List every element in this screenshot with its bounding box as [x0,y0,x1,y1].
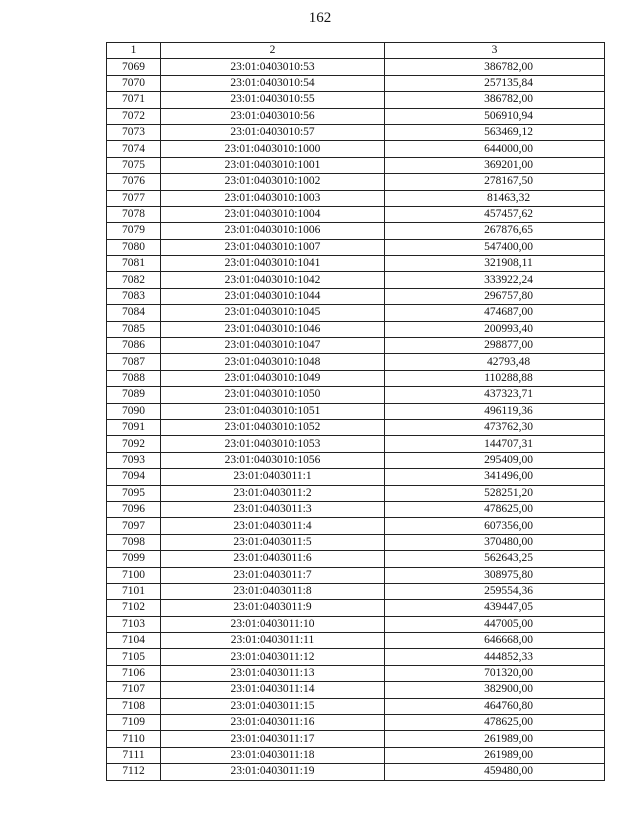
cadastral-number-cell: 23:01:0403010:1045 [161,305,385,321]
table-row [107,436,605,452]
table-row [107,600,605,616]
value-text: 42793,48 [486,355,531,368]
row-number-cell: 7098 [107,534,161,550]
table-row [107,501,605,517]
value-cell [385,764,605,780]
value-text: 528251,20 [484,486,533,499]
row-number-cell: 7071 [107,92,161,108]
row-number-cell: 7081 [107,256,161,272]
row-number-cell: 7078 [107,206,161,222]
table-row [107,338,605,354]
cadastral-number-cell: 23:01:0403010:1048 [161,354,385,370]
value-cell [385,534,605,550]
value-cell [385,206,605,222]
row-number-cell: 7090 [107,403,161,419]
row-number-cell: 7105 [107,649,161,665]
table-row [107,387,605,403]
row-number-cell: 7108 [107,698,161,714]
table-row [107,419,605,435]
value-cell [385,190,605,206]
value-cell [385,419,605,435]
value-cell [385,600,605,616]
value-text: 386782,00 [484,93,533,106]
value-cell [385,551,605,567]
row-number-cell: 7074 [107,141,161,157]
value-text: 321908,11 [484,257,533,270]
table-row [107,92,605,108]
value-cell [385,698,605,714]
value-text: 447005,00 [484,617,533,630]
value-cell [385,288,605,304]
row-number-cell: 7077 [107,190,161,206]
table-row [107,649,605,665]
table-row [107,59,605,75]
page-number: 162 [308,10,332,26]
value-cell [385,649,605,665]
cadastral-number-cell: 23:01:0403010:1006 [161,223,385,239]
table-row [107,485,605,501]
value-text: 607356,00 [484,519,533,532]
value-cell [385,338,605,354]
row-number-cell: 7089 [107,387,161,403]
column-header-1: 1 [107,43,161,59]
table-row [107,567,605,583]
cadastral-number-cell: 23:01:0403010:1046 [161,321,385,337]
cadastral-number-cell: 23:01:0403011:13 [161,665,385,681]
table-row [107,747,605,763]
row-number-cell: 7094 [107,469,161,485]
row-number-cell: 7103 [107,616,161,632]
cadastral-number-cell: 23:01:0403010:1001 [161,157,385,173]
value-cell [385,469,605,485]
cadastral-number-cell: 23:01:0403010:1044 [161,288,385,304]
header-row [107,43,605,59]
value-text: 496119,36 [484,404,533,417]
value-cell [385,174,605,190]
table-header [107,43,605,59]
cadastral-number-cell: 23:01:0403010:1052 [161,419,385,435]
row-number-cell: 7087 [107,354,161,370]
value-text: 296757,80 [484,290,533,303]
row-number-cell: 7104 [107,633,161,649]
table-row [107,256,605,272]
value-text: 369201,00 [484,158,533,171]
table-row [107,452,605,468]
table-row [107,272,605,288]
value-cell [385,141,605,157]
cadastral-number-cell: 23:01:0403010:1007 [161,239,385,255]
value-cell [385,731,605,747]
table-row [107,534,605,550]
row-number-cell: 7079 [107,223,161,239]
value-text: 341496,00 [484,470,533,483]
row-number-cell: 7080 [107,239,161,255]
row-number-cell: 7072 [107,108,161,124]
value-text: 81463,32 [486,191,531,204]
value-cell [385,75,605,91]
value-text: 437323,71 [484,388,533,401]
cadastral-number-cell: 23:01:0403011:6 [161,551,385,567]
cadastral-number-cell: 23:01:0403011:10 [161,616,385,632]
value-text: 701320,00 [484,667,533,680]
value-text: 562643,25 [484,552,533,565]
table-row [107,354,605,370]
value-cell [385,272,605,288]
value-text: 478625,00 [484,716,533,729]
cadastral-number-cell: 23:01:0403011:7 [161,567,385,583]
value-text: 547400,00 [484,240,533,253]
cadastral-number-cell: 23:01:0403010:1041 [161,256,385,272]
row-number-cell: 7093 [107,452,161,468]
table-row [107,682,605,698]
value-cell [385,256,605,272]
cadastral-number-cell: 23:01:0403010:1053 [161,436,385,452]
table-row [107,157,605,173]
value-text: 563469,12 [484,126,533,139]
value-cell [385,124,605,140]
value-cell [385,239,605,255]
value-text: 478625,00 [484,503,533,516]
table-row [107,321,605,337]
value-cell [385,92,605,108]
value-cell [385,157,605,173]
cadastral-number-cell: 23:01:0403011:19 [161,764,385,780]
value-text: 200993,40 [484,322,533,335]
table-row [107,715,605,731]
table-row [107,616,605,632]
cadastral-number-cell: 23:01:0403011:8 [161,583,385,599]
table-row [107,239,605,255]
row-number-cell: 7086 [107,338,161,354]
value-text: 459480,00 [484,765,533,778]
cadastral-value-table [106,42,605,781]
table-row [107,206,605,222]
value-cell [385,370,605,386]
row-number-cell: 7107 [107,682,161,698]
row-number-cell: 7091 [107,419,161,435]
value-cell [385,583,605,599]
value-text: 298877,00 [484,339,533,352]
cadastral-number-cell: 23:01:0403011:16 [161,715,385,731]
table-row [107,518,605,534]
row-number-cell: 7111 [107,747,161,763]
row-number-cell: 7101 [107,583,161,599]
table-row [107,75,605,91]
value-text: 259554,36 [484,585,533,598]
value-cell [385,354,605,370]
table-row [107,731,605,747]
row-number-cell: 7069 [107,59,161,75]
value-text: 308975,80 [484,568,533,581]
value-cell [385,518,605,534]
cadastral-number-cell: 23:01:0403011:3 [161,501,385,517]
value-text: 473762,30 [484,421,533,434]
row-number-cell: 7076 [107,174,161,190]
cadastral-number-cell: 23:01:0403010:1050 [161,387,385,403]
row-number-cell: 7083 [107,288,161,304]
cadastral-number-cell: 23:01:0403011:12 [161,649,385,665]
row-number-cell: 7092 [107,436,161,452]
value-cell [385,321,605,337]
value-cell [385,387,605,403]
value-cell [385,501,605,517]
cadastral-number-cell: 23:01:0403010:1000 [161,141,385,157]
cadastral-number-cell: 23:01:0403011:15 [161,698,385,714]
table-row [107,108,605,124]
table-row [107,583,605,599]
value-text: 370480,00 [484,535,533,548]
cadastral-number-cell: 23:01:0403010:1042 [161,272,385,288]
table-row [107,288,605,304]
row-number-cell: 7099 [107,551,161,567]
table-row [107,190,605,206]
value-text: 267876,65 [484,224,533,237]
value-text: 506910,94 [484,109,533,122]
cadastral-number-cell: 23:01:0403011:1 [161,469,385,485]
cadastral-number-cell: 23:01:0403010:55 [161,92,385,108]
table-row [107,141,605,157]
value-cell [385,59,605,75]
row-number-cell: 7100 [107,567,161,583]
cadastral-number-cell: 23:01:0403010:1003 [161,190,385,206]
value-cell [385,403,605,419]
value-text: 333922,24 [484,273,533,286]
table-row [107,665,605,681]
cadastral-number-cell: 23:01:0403011:11 [161,633,385,649]
value-cell [385,747,605,763]
row-number-cell: 7088 [107,370,161,386]
row-number-cell: 7095 [107,485,161,501]
value-text: 646668,00 [484,634,533,647]
value-text: 144707,31 [484,437,533,450]
row-number-cell: 7112 [107,764,161,780]
cadastral-number-cell: 23:01:0403011:14 [161,682,385,698]
table-row [107,403,605,419]
value-text: 464760,80 [484,699,533,712]
value-cell [385,665,605,681]
cadastral-number-cell: 23:01:0403010:1051 [161,403,385,419]
table-row [107,551,605,567]
cadastral-number-cell: 23:01:0403011:5 [161,534,385,550]
cadastral-number-cell: 23:01:0403010:57 [161,124,385,140]
value-cell [385,567,605,583]
value-text: 278167,50 [484,175,533,188]
value-text: 474687,00 [484,306,533,319]
table-row [107,633,605,649]
value-text: 386782,00 [484,60,533,73]
value-text: 457457,62 [484,208,533,221]
row-number-cell: 7085 [107,321,161,337]
value-text: 295409,00 [484,453,533,466]
cadastral-number-cell: 23:01:0403010:56 [161,108,385,124]
row-number-cell: 7097 [107,518,161,534]
value-text: 257135,84 [484,76,533,89]
value-cell [385,633,605,649]
value-cell [385,305,605,321]
cadastral-number-cell: 23:01:0403011:4 [161,518,385,534]
value-cell [385,108,605,124]
value-cell [385,616,605,632]
cadastral-number-cell: 23:01:0403011:18 [161,747,385,763]
value-text: 644000,00 [484,142,533,155]
row-number-cell: 7096 [107,501,161,517]
cadastral-number-cell: 23:01:0403010:1049 [161,370,385,386]
cadastral-number-cell: 23:01:0403010:1056 [161,452,385,468]
table-row [107,305,605,321]
value-text: 439447,05 [484,601,533,614]
table-row [107,370,605,386]
cadastral-number-cell: 23:01:0403010:1002 [161,174,385,190]
value-text: 382900,00 [484,683,533,696]
value-cell [385,452,605,468]
row-number-cell: 7082 [107,272,161,288]
table-row [107,223,605,239]
row-number-cell: 7075 [107,157,161,173]
row-number-cell: 7110 [107,731,161,747]
value-cell [385,485,605,501]
table-row [107,764,605,780]
cadastral-number-cell: 23:01:0403011:9 [161,600,385,616]
row-number-cell: 7106 [107,665,161,681]
table-row [107,124,605,140]
table-row [107,698,605,714]
column-header-2: 2 [161,43,385,59]
column-header-3: 3 [385,43,605,59]
cadastral-number-cell: 23:01:0403010:53 [161,59,385,75]
value-cell [385,436,605,452]
table-row [107,174,605,190]
cadastral-number-cell: 23:01:0403011:17 [161,731,385,747]
row-number-cell: 7109 [107,715,161,731]
table-body [107,59,605,780]
cadastral-number-cell: 23:01:0403010:54 [161,75,385,91]
table-row [107,469,605,485]
value-cell [385,223,605,239]
value-text: 261989,00 [484,732,533,745]
value-text: 261989,00 [484,748,533,761]
cadastral-number-cell: 23:01:0403010:1047 [161,338,385,354]
row-number-cell: 7102 [107,600,161,616]
value-text: 110288,88 [484,372,533,384]
row-number-cell: 7084 [107,305,161,321]
value-cell [385,715,605,731]
value-text: 444852,33 [484,650,533,663]
value-cell [385,682,605,698]
cadastral-number-cell: 23:01:0403010:1004 [161,206,385,222]
row-number-cell: 7070 [107,75,161,91]
row-number-cell: 7073 [107,124,161,140]
cadastral-number-cell: 23:01:0403011:2 [161,485,385,501]
